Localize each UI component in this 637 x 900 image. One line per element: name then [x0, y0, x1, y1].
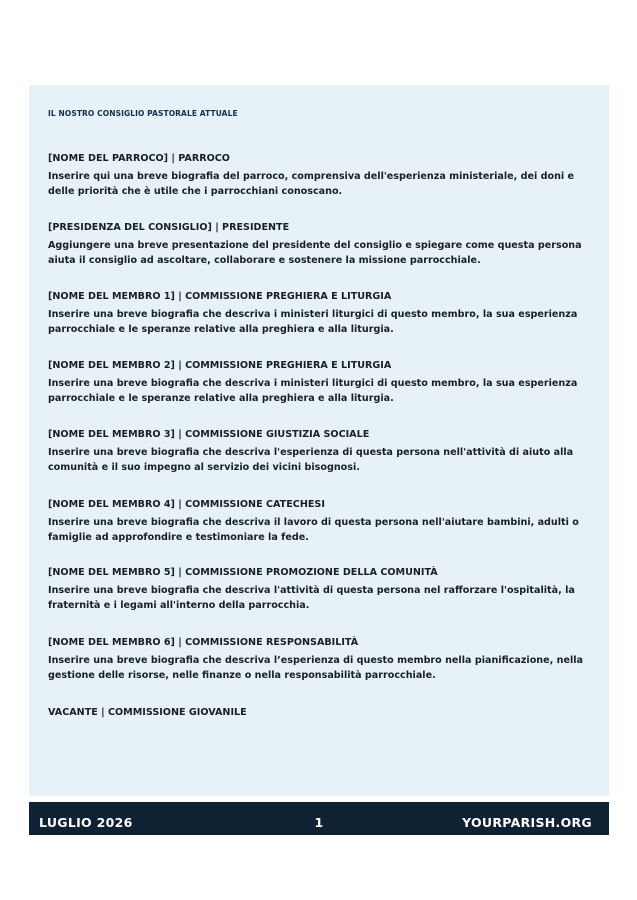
member-title: [NOME DEL MEMBRO 5] | COMMISSIONE PROMOZIONE DELLA COMUNITÀ	[48, 567, 438, 578]
section-heading: IL NOSTRO CONSIGLIO PASTORALE ATTUALE	[48, 109, 238, 118]
member-entry	[48, 637, 588, 683]
member-bio: Inserire una breve biografia che descriva i ministeri liturgici di questo membro, la sua esperienza parrocchiale e le speranze relative alla preghiera e alla liturgia.	[48, 378, 578, 404]
member-title: [NOME DEL MEMBRO 3] | COMMISSIONE GIUSTIZIA SOCIALE	[48, 429, 370, 440]
page-footer	[29, 802, 609, 835]
member-bio: Inserire una breve biografia che descriva l'attività di questa persona nel rafforzare l'ospitalità, la fraternità e i legami all'interno della parrocchia.	[48, 585, 575, 611]
member-entry	[48, 360, 588, 406]
member-bio: Inserire qui una breve biografia del parroco, comprensiva dell'esperienza ministeriale, dei doni e delle priorità che è utile che i parrocchiani conoscano.	[48, 171, 575, 197]
member-title: [NOME DEL MEMBRO 2] | COMMISSIONE PREGHIERA E LITURGIA	[48, 360, 392, 371]
member-entry	[48, 153, 588, 199]
member-entry	[48, 222, 588, 268]
member-title: [NOME DEL MEMBRO 6] | COMMISSIONE RESPONSABILITÀ	[48, 637, 359, 648]
member-bio: Inserire una breve biografia che descriva il lavoro di questa persona nell'aiutare bambini, adulti o famiglie ad approfondire e testimoniare la fede.	[48, 517, 579, 543]
member-bio: Inserire una breve biografia che descriva i ministeri liturgici di questo membro, la sua esperienza parrocchiale e le speranze relative alla preghiera e alla liturgia.	[48, 309, 578, 335]
member-title: [NOME DEL MEMBRO 1] | COMMISSIONE PREGHIERA E LITURGIA	[48, 291, 392, 302]
member-bio: Aggiungere una breve presentazione del presidente del consiglio e spiegare come questa persona aiuta il consiglio ad ascoltare, collaborare e sostenere la missione parrocchiale.	[48, 240, 582, 266]
member-entry	[48, 429, 588, 475]
member-title: [PRESIDENZA DEL CONSIGLIO] | PRESIDENTE	[48, 222, 290, 233]
member-bio: Inserire una breve biografia che descriva l’esperienza di questo membro nella pianificazione, nella gestione delle risorse, nelle finanze o nella responsabilità parrocchiale.	[48, 655, 584, 681]
member-title: [NOME DEL PARROCO] | PARROCO	[48, 153, 230, 164]
member-entry	[48, 567, 588, 613]
footer-page-number: 1	[314, 815, 324, 830]
member-title: VACANTE | COMMISSIONE GIOVANILE	[48, 707, 247, 718]
footer-website: YOURPARISH.ORG	[462, 815, 592, 830]
member-entry	[48, 707, 588, 719]
member-entry	[48, 291, 588, 337]
footer-date: LUGLIO 2026	[39, 815, 133, 830]
member-title: [NOME DEL MEMBRO 4] | COMMISSIONE CATECHESI	[48, 499, 325, 510]
member-bio: Inserire una breve biografia che descriva l'esperienza di questa persona nell'attività di aiuto alla comunità e il suo impegno al servizio dei vicini bisognosi.	[48, 447, 574, 473]
member-entry	[48, 499, 588, 545]
